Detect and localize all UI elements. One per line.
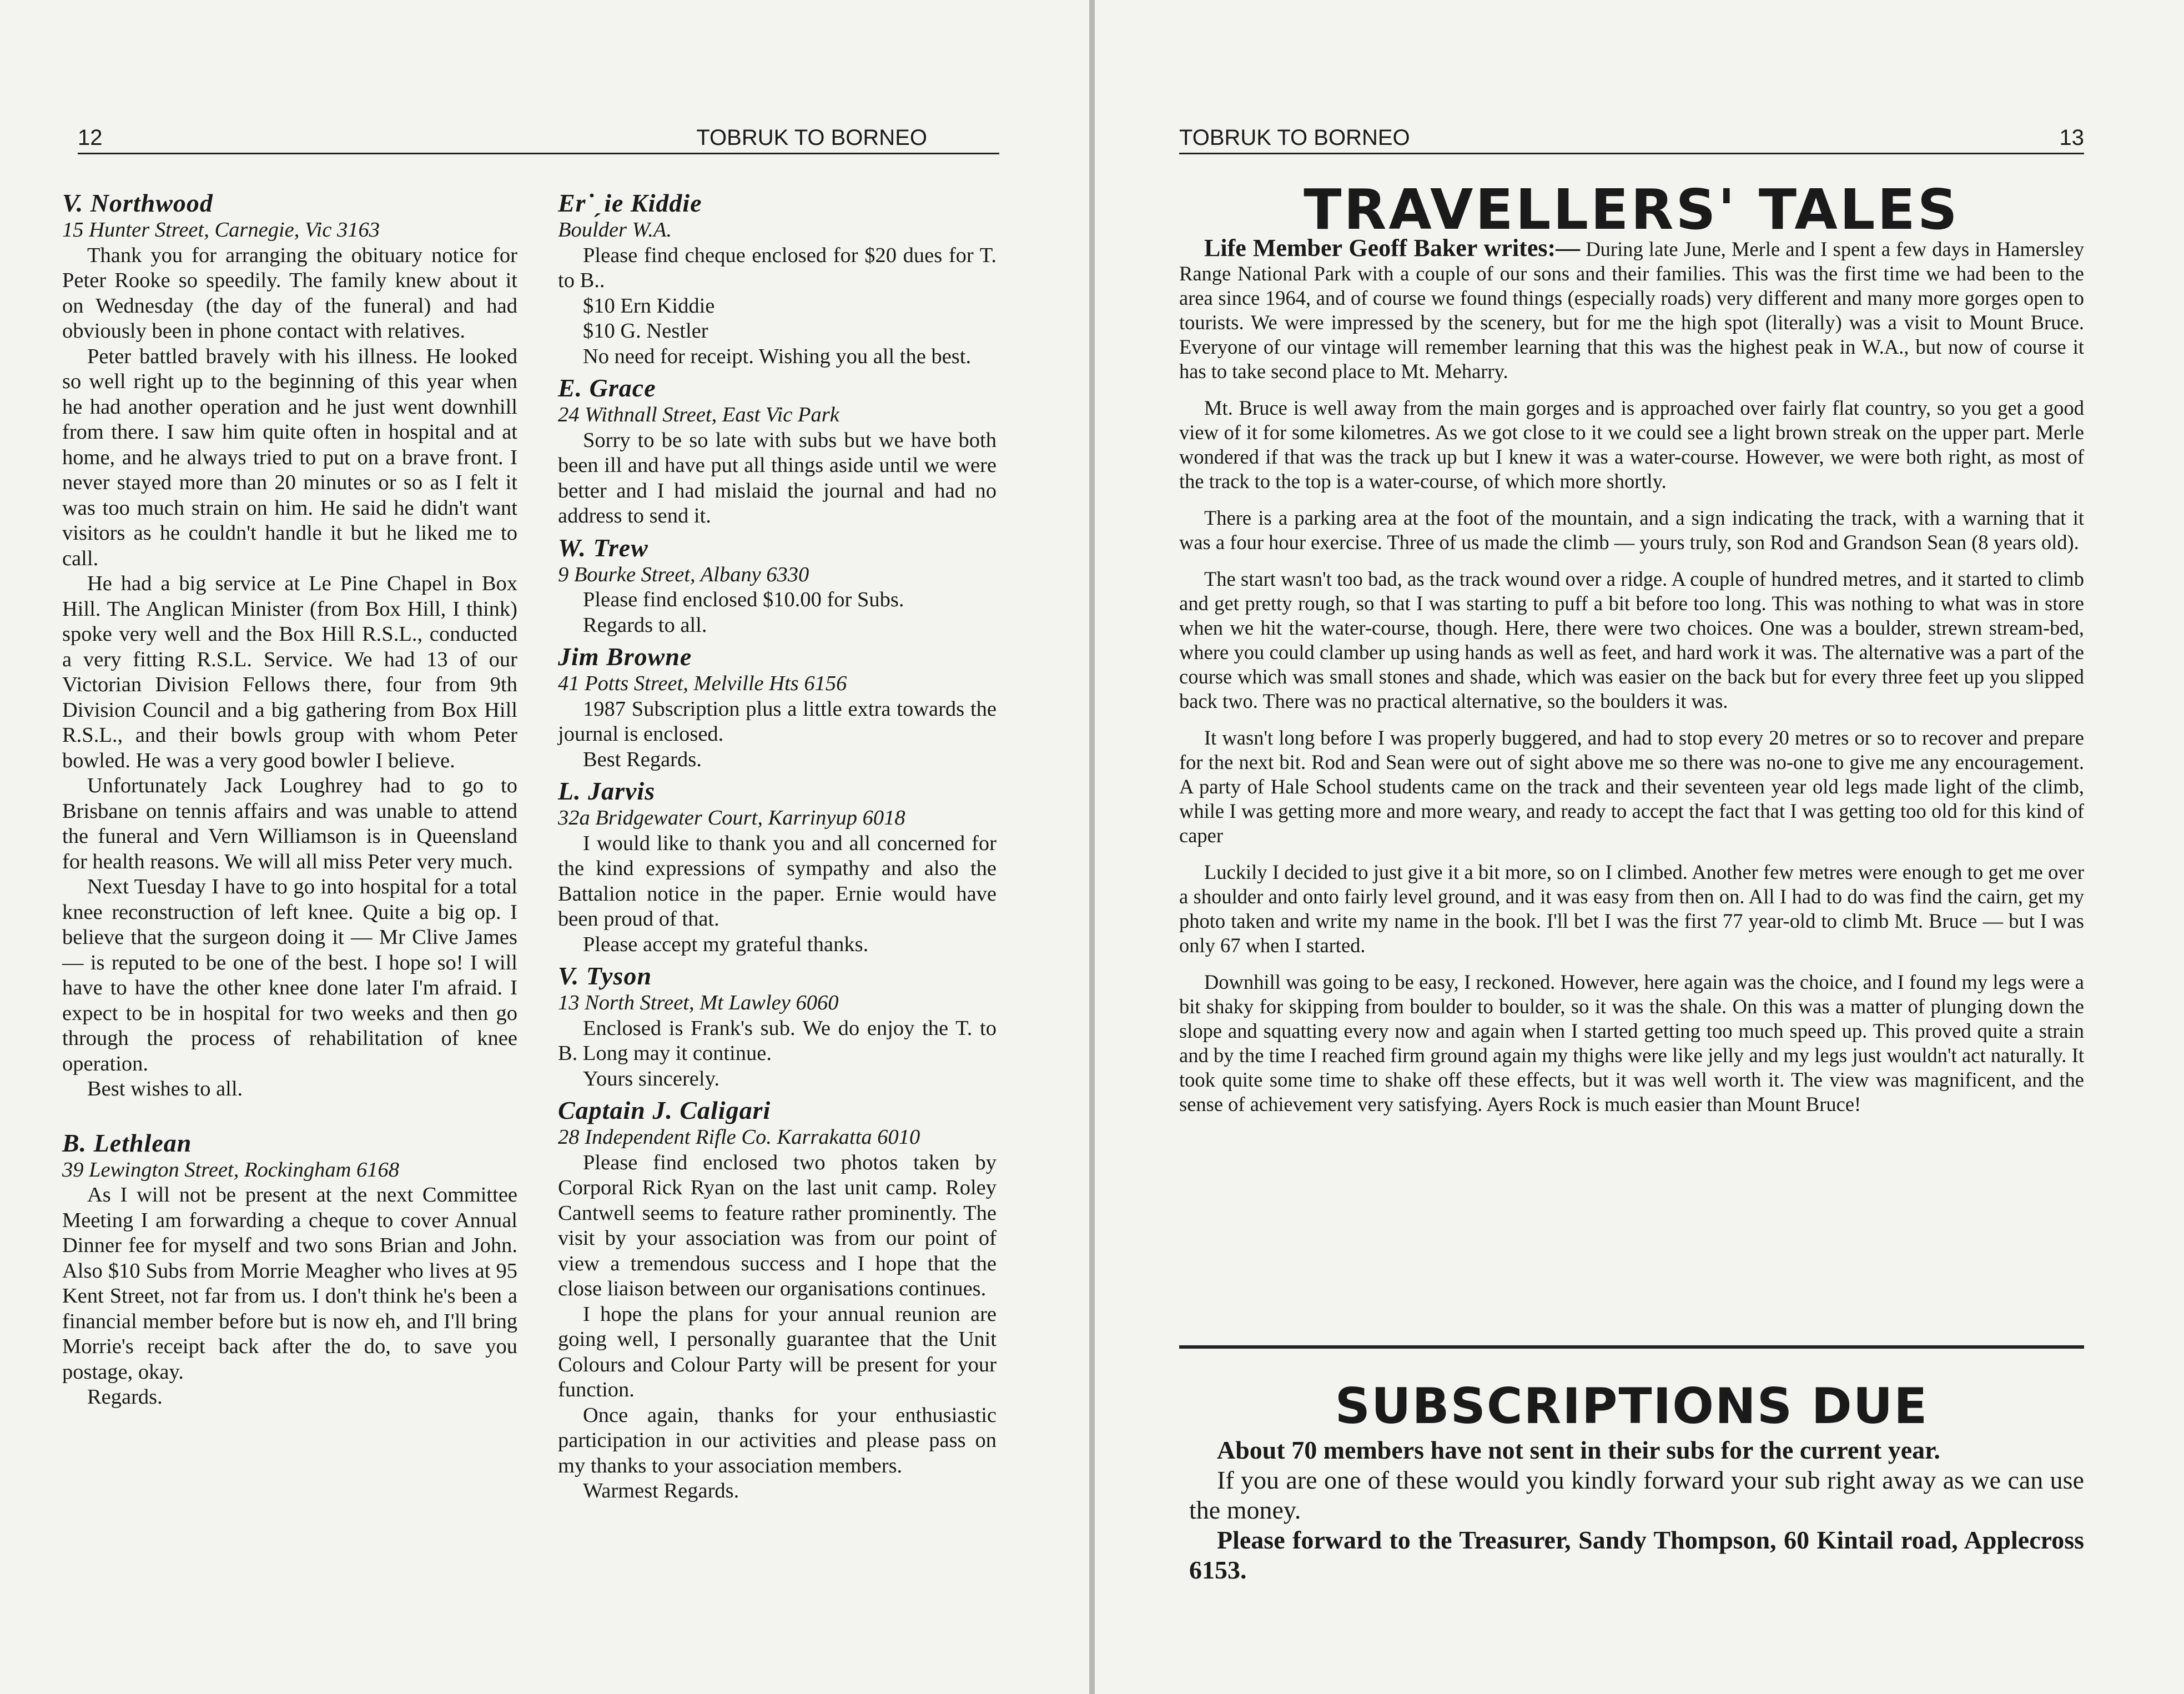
letter-address: 28 Independent Rifle Co. Karrakatta 6010 <box>558 1125 920 1149</box>
article-paragraph: There is a parking area at the foot of the mountain, and a sign indicating the track, with a warning that it was a four hour exercise. Three of us made the climb — yours truly, son Rod and Grandson Sean (8 years old). <box>1179 506 2084 554</box>
right-page-header <box>1179 121 2084 154</box>
letter-paragraph: Once again, thanks for your enthusiastic participation in our activities and please pass on my thanks to your association members. <box>558 1403 997 1477</box>
letter-paragraph: Please find enclosed $10.00 for Subs. <box>583 588 904 611</box>
letter-author: W. Trew <box>558 533 648 562</box>
letter-paragraph: I would like to thank you and all concerned for the kind expressions of sympathy and also the Battalion notice in the paper. Ernie would have been proud of that. <box>558 831 997 931</box>
letter-trew <box>558 534 997 639</box>
letter-paragraph: Peter battled bravely with his illness. He looked so well right up to the beginning of this year when he had another operation and he just went downhill from there. I saw him quite often in hospital and at home, and he always tried to put on a brave front. I never stayed more than 20 minutes or so as I felt it was too much strain on him. He said he didn't want visitors as he couldn't handle it but he liked me to call. <box>62 344 517 570</box>
letter-paragraph: Enclosed is Frank's sub. We do enjoy the T. to B. Long may it continue. <box>558 1016 997 1065</box>
letter-paragraph: 1987 Subscription plus a little extra towards the journal is enclosed. <box>558 697 997 746</box>
letters-column-a <box>62 189 517 1415</box>
letter-address: 41 Potts Street, Melville Hts 6156 <box>558 672 847 695</box>
letter-jarvis <box>558 777 997 957</box>
letter-browne <box>558 642 997 772</box>
letter-paragraph: No need for receipt. Wishing you all the best. <box>583 344 972 368</box>
letter-paragraph: Thank you for arranging the obituary notice for Peter Rooke so speedily. The family knew about it on Wednesday (the day of the funeral) and had obviously been in phone contact with relatives. <box>62 243 517 343</box>
letter-author: V. Tyson <box>558 962 652 990</box>
letter-author: Jim Browne <box>558 642 692 671</box>
page-number: 13 <box>2059 125 2084 150</box>
running-head: TOBRUK TO BORNEO <box>1179 125 1410 150</box>
article-paragraph: The start wasn't too bad, as the track wound over a ridge. A couple of hundred metres, and it started to climb and get pretty rough, so that I was starting to puff a bit before too long. This was nothing to what was in store when we hit the water-course, though. Here, there were two choices. One was a boulder, strewn stream-bed, where you could clamber up using hands as well as feet, and hard work it was. The alternative was a part of the course which was small stones and shade, which was easier on the back but for every three feet up you slipped back two. There was no practical alternative, so the boulders it was. <box>1179 567 2084 712</box>
article-lead-in: Life Member Geoff Baker writes:— <box>1204 234 1581 262</box>
letter-address: 9 Bourke Street, Albany 6330 <box>558 562 809 586</box>
subs-line: About 70 members have not sent in their subs for the current year. <box>1217 1436 1940 1464</box>
letter-author: B. Lethlean <box>62 1128 192 1157</box>
running-head: TOBRUK TO BORNEO <box>696 125 927 150</box>
article-paragraph: Luckily I decided to just give it a bit more, so on I climbed. Another few metres were enough to get me over a shoulder and onto fairly level ground, and it was easy from then on. All I had to do was find the cairn, get my photo taken and write my name in the book. I'll bet I was the first 77 year-old to climb Mt. Bruce — but I was only 67 when I started. <box>1179 861 2084 957</box>
letter-author: V. Northwood <box>62 189 213 217</box>
letter-signoff: Best wishes to all. <box>87 1077 243 1100</box>
letter-author: Captain J. Caligari <box>558 1096 771 1124</box>
subscriptions-notice <box>1189 1435 2084 1585</box>
letter-paragraph: I hope the plans for your annual reunion are going well, I personally guarantee that the Unit Colours and Colour Party will be present for your function. <box>558 1302 997 1401</box>
travellers-tales-article <box>1179 236 2084 1129</box>
letter-paragraph: As I will not be present at the next Committee Meeting I am forwarding a cheque to cover Annual Dinner fee for myself and two sons Brian and John. Also $10 Subs from Morrie Meagher who lives at 95 Kent Street, not far from us. I don't think he's been a financial member before but is now eh, and I'll bring Morrie's receipt back after the do, to save you postage, okay. <box>62 1183 517 1384</box>
letter-paragraph: Next Tuesday I have to go into hospital for a total knee reconstruction of left knee. Quite a big op. I believe that the surgeon doing it — Mr Clive James — is reputed to be one of the best. I hope so! I will have to have the other knee done later I'm afraid. I expect to be in hospital for two weeks and then go through the process of rehabilitation of knee operation. <box>62 875 517 1075</box>
letter-author: L. Jarvis <box>558 777 656 805</box>
letter-paragraph: Please accept my grateful thanks. <box>583 932 869 956</box>
travellers-tales-title: TRAVELLERS' TALES <box>1304 177 1960 242</box>
letter-tyson <box>558 962 997 1092</box>
article-paragraph: It wasn't long before I was properly buggered, and had to stop every 20 metres or so to recover and prepare for the next bit. Rod and Sean were out of sight above me so there was no-one to give me any encouragement. A party of Hale School students came on the track and their seventeen year old legs made light of the climb, while I was getting more and more weary, and ready to accept the fact that I was getting too old for this kind of caper <box>1179 726 2084 847</box>
subscriptions-due-title: SUBSCRIPTIONS DUE <box>1335 1378 1929 1435</box>
section-divider <box>1179 1345 2084 1349</box>
letter-paragraph: He had a big service at Le Pine Chapel in Box Hill. The Anglican Minister (from Box Hill, I think) spoke very well and the Box Hill R.S.L., conducted a very fitting R.S.L. Service. We had 13 of our Victorian Division Fellows there, four from 9th Division Council and a big gathering from Box Hill R.S.L., and their bowls group with whom Peter bowled. He was a very good bowler I believe. <box>62 572 517 772</box>
letters-column-b <box>558 189 997 1509</box>
letter-address: 24 Withnall Street, East Vic Park <box>558 403 839 426</box>
right-page <box>1095 0 2184 1694</box>
letter-signoff: Yours sincerely. <box>583 1067 719 1090</box>
letter-paragraph: Unfortunately Jack Loughrey had to go to Brisbane on tennis affairs and was unable to attend the funeral and Vern Williamson is in Queensland for health reasons. We will all miss Peter very much. <box>62 774 517 873</box>
letter-address: Boulder W.A. <box>558 218 672 242</box>
letter-signoff: Regards. <box>87 1385 163 1409</box>
letter-signoff: Regards to all. <box>583 613 707 637</box>
left-page <box>0 0 1089 1694</box>
letter-line: $10 G. Nestler <box>583 319 708 343</box>
letter-lethlean <box>62 1129 517 1410</box>
letter-address: 39 Lewington Street, Rockingham 6168 <box>62 1158 400 1182</box>
page-number: 12 <box>78 125 103 150</box>
letter-paragraph: Please find cheque enclosed for $20 dues for T. to B.. <box>558 243 997 292</box>
article-paragraph: Downhill was going to be easy, I reckoned. However, here again was the choice, and I found my legs were a bit shaky for skipping from boulder to boulder, so it was the shale. On this was a matter of plunging down the slope and squatting every now and again when I started getting too much speed up. This proved quite a strain and by the time I reached firm ground again my thighs were like jelly and my legs just wouldn't act naturally. It took quite some time to shake off these effects, but it was well worth it. The view was magnificent, and the sense of achievement very satisfying. Ayers Rock is much easier than Mount Bruce! <box>1179 971 2084 1115</box>
letter-address: 15 Hunter Street, Carnegie, Vic 3163 <box>62 218 380 242</box>
page-gutter <box>1089 0 1095 1694</box>
letter-author: E. Grace <box>558 374 656 402</box>
letter-paragraph: Please find enclosed two photos taken by Corporal Rick Ryan on the last unit camp. Roley Cantwell seems to feature rather prominently. The visit by your association was from our point of view a tremendous success and I hope that the close liaison between our organisations continues. <box>558 1150 997 1300</box>
letter-address: 13 North Street, Mt Lawley 6060 <box>558 991 839 1014</box>
letter-northwood <box>62 189 517 1102</box>
article-paragraph: Mt. Bruce is well away from the main gorges and is approached over fairly flat country, so you get a good view of it for some kilometres. As we got close to it we could see a light brown streak on the upper part. Merle wondered if that was the track up but I knew it was a water-course. However, we were both right, as most of the track to the top is a water-course, of which more shortly. <box>1179 396 2084 492</box>
left-page-header <box>78 121 999 154</box>
letter-signoff: Best Regards. <box>583 747 702 771</box>
letter-caligari <box>558 1096 997 1504</box>
letter-signoff: Warmest Regards. <box>583 1479 739 1502</box>
subs-line: If you are one of these would you kindly forward your sub right away as we can use the money. <box>1189 1466 2084 1524</box>
subs-address-line: Please forward to the Treasurer, Sandy Thompson, 60 Kintail road, Applecross 6153. <box>1189 1526 2084 1584</box>
letter-kiddie <box>558 189 997 369</box>
article-paragraph: Life Member Geoff Baker writes:— During late June, Merle and I spent a few days in Hamersley Range National Park with a couple of our sons and their families. This was the first time we had been to the area since 1964, and of course we found things (especially roads) very different and many more gorges open to tourists. We were impressed by the scenery, but for me the high spot (literally) was a visit to Mount Bruce. Everyone of our vintage will remember learning that this was the highest peak in W.A., but now of course it has to take second place to Mt. Meharry. <box>1179 234 2085 383</box>
letter-line: $10 Ern Kiddie <box>583 294 715 318</box>
letter-grace <box>558 374 997 529</box>
letter-paragraph: Sorry to be so late with subs but we have both been ill and have put all things aside until we were better and I had mislaid the journal and had no address to send it. <box>558 428 997 527</box>
letter-address: 32a Bridgewater Court, Karrinyup 6018 <box>558 806 905 830</box>
letter-author: Er˙ˏie Kiddie <box>558 189 702 217</box>
